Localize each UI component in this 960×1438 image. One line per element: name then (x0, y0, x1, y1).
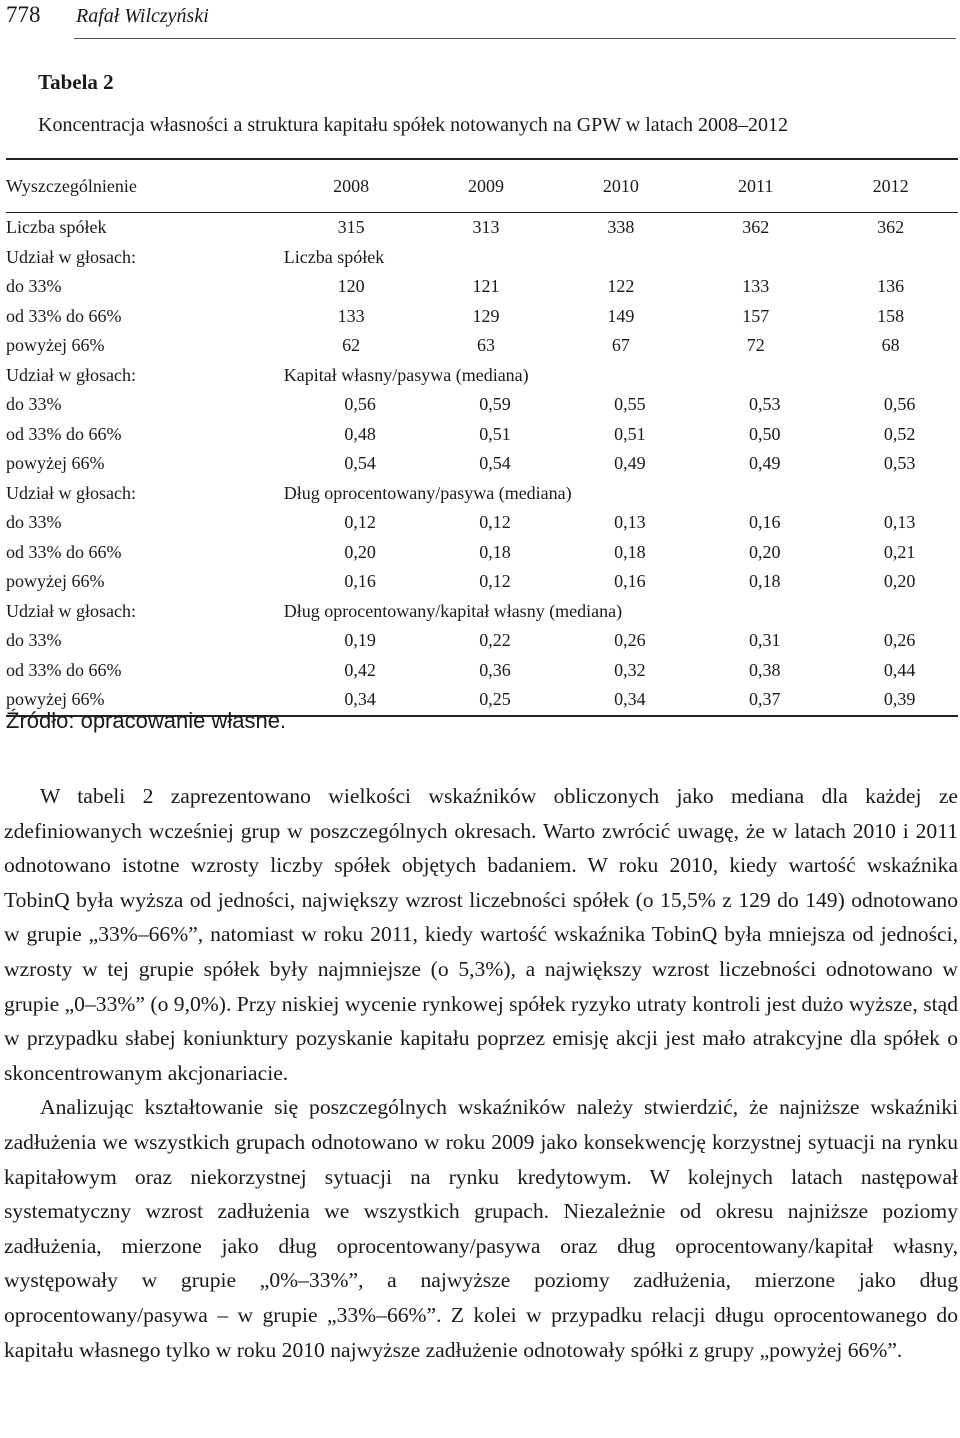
table-cell: 0,49 (748, 453, 781, 473)
row-label: powyżej 66% (6, 335, 105, 355)
table-cell: 315 (337, 217, 365, 237)
table-cell: 0,12 (479, 512, 511, 532)
table-cell: 0,20 (748, 541, 781, 562)
paragraph: W tabeli 2 zaprezentowano wielkości wskaźników obliczonych jako mediana dla każdej ze zdefiniowanych wcześniej grup w poszczególnych okresach. Warto zwrócić uwagę, że w latach 2010 i 2011 odnotowano istotne wzrosty liczby spółek objętych badaniem. W roku 2010, kiedy wartość wskaźnika TobinQ była wyższa od jedności, największy wzrost liczebności spółek (o 15,5% z 129 do 149) odnotowano w grupie „33%–66%”, natomiast w roku 2011, kiedy wartość wskaźnika TobinQ była mniejsza od jedności, wzrosty w tej grupie spółek były najmniejsze (o 5,3%), a największy wzrost liczebności odnotowano w grupie „0–33%” (o 9,0%). Przy niskiej wycenie rynkowej spółek ryzyko utraty kontroli jest dużo wyższe, stąd w przypadku słabej koniunktury pozyskanie kapitału poprzez emisję akcji jest mało atrakcyjne dla spółek o skoncentrowanym akcjonariacie. (4, 784, 958, 1085)
column-header: 2009 (468, 176, 505, 196)
table-cell: 0,18 (479, 541, 511, 562)
table-cell: 63 (477, 335, 496, 355)
column-header: 2010 (602, 176, 639, 196)
table-row (6, 420, 958, 450)
table-cell: 0,38 (748, 659, 781, 680)
table-cell: 0,51 (479, 423, 511, 444)
table-row (6, 272, 958, 302)
table-cell: 0,18 (748, 571, 781, 591)
data-table (6, 158, 958, 717)
table-row (6, 302, 958, 332)
table-cell: 136 (877, 276, 905, 296)
row-label: powyżej 66% (6, 689, 105, 709)
table-cell: 0,36 (479, 659, 511, 680)
table-cell: 0,39 (883, 689, 916, 709)
table-cell: 0,53 (748, 394, 781, 414)
table-cell: 0,54 (479, 453, 511, 473)
table-cell: 0,34 (344, 689, 376, 709)
table-cell: 0,21 (883, 541, 916, 562)
table-cell: 120 (337, 276, 365, 296)
section-label: Udział w głosach: (6, 246, 136, 267)
page-number: 778 (6, 2, 41, 27)
table-cell: 0,56 (883, 394, 916, 414)
table-row (6, 508, 958, 538)
row-label: od 33% do 66% (6, 423, 122, 444)
page-header (0, 0, 960, 44)
table-cell: 0,34 (614, 689, 646, 709)
table-cell: 0,16 (344, 571, 376, 591)
table-cell: 0,44 (883, 659, 916, 680)
table-cell: 0,32 (614, 659, 646, 680)
row-label: od 33% do 66% (6, 659, 122, 680)
table-cell: 0,49 (614, 453, 646, 473)
section-label: Udział w głosach: (6, 364, 136, 385)
table-cell: 0,48 (344, 423, 376, 444)
row-label: od 33% do 66% (6, 305, 122, 326)
table-cell: 62 (342, 335, 361, 355)
table-cell: 0,19 (344, 630, 376, 650)
table-cell: 0,18 (614, 541, 646, 562)
table-cell: 122 (607, 276, 635, 296)
table-cell: 0,50 (748, 423, 781, 444)
table-cell: 362 (877, 217, 905, 237)
table-cell: 0,37 (748, 689, 781, 709)
section-title: Liczba spółek (283, 246, 385, 267)
table-title: Koncentracja własności a struktura kapitału spółek notowanych na GPW w latach 2008–2012 (38, 114, 788, 136)
table-cell: 0,13 (614, 512, 646, 532)
table-cell: 0,59 (479, 394, 511, 414)
table-cell: 0,51 (614, 423, 646, 444)
paragraph: Analizując kształtowanie się poszczególnych wskaźników należy stwierdzić, że najniższe wskaźniki zadłużenia we wszystkich grupach odnotowano w roku 2009 jako konsekwencję korzystnej sytuacji na rynku kapitałowym oraz niekorzystnej sytuacji na rynku kredytowym. W kolejnych latach następował systematyczny wzrost zadłużenia we wszystkich grupach. Niezależnie od okresu najniższe poziomy zadłużenia, mierzone jako dług oprocentowany/pasywa oraz dług oprocentowany/kapitał własny, występowały w grupie „0%–33%”, a najwyższe poziomy zadłużenia, mierzone jako dług oprocentowany/pasywa – w grupie „33%–66%”. Z kolei w przypadku relacji długu oprocentowanego do kapitału własnego tylko w roku 2010 najwyższe zadłużenie odnotowały spółki z grupy „powyżej 66%”. (4, 1095, 958, 1362)
table-cell: 362 (742, 217, 770, 237)
table-cell: 0,54 (344, 453, 376, 473)
table-cell: 72 (746, 335, 765, 355)
table-cell: 67 (611, 335, 630, 355)
table-cell: 0,16 (748, 512, 781, 532)
section-label: Udział w głosach: (6, 600, 136, 621)
table-row (6, 626, 958, 656)
table-label: Tabela 2 (38, 70, 114, 94)
table-row (6, 331, 958, 361)
body-text (4, 779, 958, 1367)
table-cell: 0,31 (748, 630, 781, 650)
table-cell: 0,12 (479, 571, 511, 591)
table-cell: 338 (607, 217, 635, 237)
section-title: Dług oprocentowany/pasywa (mediana) (283, 482, 572, 503)
section-label: Udział w głosach: (6, 482, 136, 503)
table-cell: 313 (472, 217, 500, 237)
table-cell: 149 (607, 305, 635, 326)
row-label: do 33% (6, 394, 62, 414)
section-header-row (6, 597, 958, 627)
table-cell: 0,20 (344, 541, 376, 562)
row-label: od 33% do 66% (6, 541, 122, 562)
table-row (6, 538, 958, 568)
column-header: 2012 (872, 176, 909, 196)
table-cell: 158 (877, 305, 905, 326)
section-header-row (6, 361, 958, 391)
table-row (6, 567, 958, 597)
running-head-author: Rafał Wilczyński (76, 5, 209, 27)
table-cell: 133 (337, 305, 365, 326)
table-cell: 0,26 (883, 630, 916, 650)
column-header: Wyszczególnienie (6, 176, 137, 196)
row-label: Liczba spółek (6, 217, 107, 237)
row-label: do 33% (6, 276, 62, 296)
section-header-row (6, 479, 958, 509)
table-cell: 0,56 (344, 394, 376, 414)
header-rule (74, 38, 956, 39)
table-cell: 0,12 (344, 512, 376, 532)
column-header: 2011 (738, 176, 774, 196)
table-cell: 129 (472, 305, 500, 326)
table-cell: 0,52 (883, 423, 916, 444)
table-row (6, 213, 958, 243)
table-row (6, 449, 958, 479)
table-header-row (6, 159, 958, 213)
column-header: 2008 (333, 176, 370, 196)
table-cell: 0,16 (614, 571, 646, 591)
table-cell: 0,13 (883, 512, 916, 532)
table-cell: 0,26 (614, 630, 646, 650)
table-source-note: Źródło: opracowanie własne. (6, 708, 287, 733)
section-header-row (6, 243, 958, 273)
table-cell: 68 (881, 335, 900, 355)
row-label: powyżej 66% (6, 571, 105, 591)
table-cell: 0,42 (344, 659, 376, 680)
table-row (6, 390, 958, 420)
row-label: powyżej 66% (6, 453, 105, 473)
row-label: do 33% (6, 512, 62, 532)
section-title: Kapitał własny/pasywa (mediana) (283, 364, 529, 385)
table-cell: 0,25 (479, 689, 511, 709)
table-cell: 121 (472, 276, 500, 296)
table-cell: 0,22 (479, 630, 511, 650)
table-cell: 0,53 (883, 453, 916, 473)
table-cell: 0,20 (883, 571, 916, 591)
table-cell: 157 (742, 305, 770, 326)
row-label: do 33% (6, 630, 62, 650)
table-cell: 0,55 (614, 394, 646, 414)
section-title: Dług oprocentowany/kapitał własny (mediana) (283, 600, 623, 621)
table-row (6, 656, 958, 686)
table-cell: 133 (742, 276, 770, 296)
